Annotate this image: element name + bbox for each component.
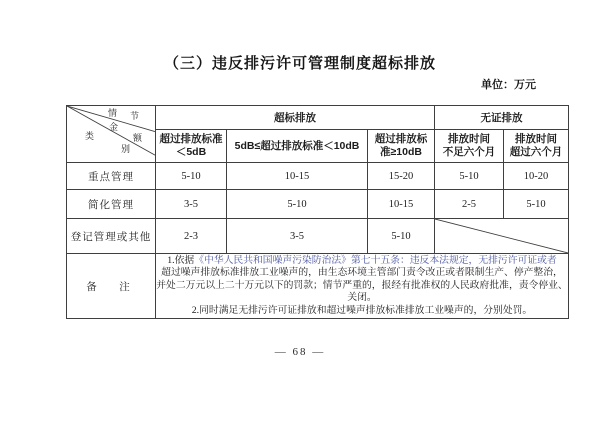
remarks-line-2: 超过噪声排放标准排放工业噪声的，由生态环境主管部门责令改正或者限制生产、停产整治，: [161, 267, 563, 279]
page-number: — 68 —: [274, 346, 326, 358]
table-row-simplified-management: [67, 190, 569, 219]
remarks-line-5: 2.同时满足无排污许可证排放和超过噪声排放标准排放工业噪声的，分别处罚。: [191, 304, 533, 316]
cell-value: 15-20: [368, 163, 435, 190]
penalty-table: [66, 105, 569, 319]
corner-label-jie: 节: [130, 111, 140, 121]
col-header-lt5db: [156, 130, 227, 163]
col-header-line: 超过六个月: [509, 146, 563, 158]
law-citation: 《中华人民共和国噪声污染防治法》第七十五条：违反本法规定，无排污许可证或者: [194, 254, 557, 266]
remarks-line-4: 关闭。: [347, 292, 377, 304]
unit-label: 单位：万元: [481, 79, 536, 91]
col-header-line: 超过排放标准: [159, 133, 223, 145]
cell-value: 5-10: [368, 219, 435, 254]
remarks-row: [67, 254, 569, 319]
cell-value: 5-10: [227, 190, 368, 219]
col-header-over6months: [504, 130, 569, 163]
cell-value: 2-3: [156, 219, 227, 254]
col-header-ge10db: [368, 130, 435, 163]
corner-label-qing: 情: [108, 108, 118, 118]
not-applicable-diagonal-cell: [435, 219, 569, 254]
section-title: （三）违反排污许可管理制度超标排放: [163, 56, 436, 72]
corner-label-jin: 金: [109, 122, 119, 132]
remarks-line-1: [156, 255, 568, 267]
group-header-unlicensed: 无证排放: [435, 106, 569, 130]
col-header-line: 排放时间: [448, 133, 491, 145]
col-header-5to10db: 5dB≤超过排放标准＜10dB: [227, 130, 368, 163]
col-header-line: 排放时间: [515, 133, 558, 145]
col-header-under6months: [435, 130, 504, 163]
row-label: 简化管理: [67, 190, 156, 219]
corner-label-bie: 别: [121, 144, 131, 154]
cell-value: 3-5: [156, 190, 227, 219]
table-row-registration-management: [67, 219, 569, 254]
table-row-key-management: [67, 163, 569, 190]
cell-value: 10-15: [227, 163, 368, 190]
cell-value: 2-5: [435, 190, 504, 219]
remarks-line-3: 并处二万元以上二十万元以下的罚款；情节严重的，报经有批准权的人民政府批准，责令停业、: [156, 279, 568, 291]
header-row-groups: [67, 106, 569, 130]
cell-value: 10-20: [504, 163, 569, 190]
cell-value: 10-15: [368, 190, 435, 219]
remarks-text-cell: [156, 254, 569, 319]
col-header-line: 超过排放标: [374, 133, 428, 145]
col-header-line: 准≥10dB: [380, 146, 422, 158]
col-header-line: ＜5dB: [175, 146, 207, 158]
cell-value: 3-5: [227, 219, 368, 254]
cell-value: 5-10: [435, 163, 504, 190]
row-label: 重点管理: [67, 163, 156, 190]
remarks-line1-prefix: 1.依据: [167, 254, 195, 266]
remarks-label: 备 注: [67, 254, 156, 319]
corner-cell: [67, 106, 156, 163]
corner-label-e: 额: [133, 133, 143, 143]
row-label: 登记管理或其他: [67, 219, 156, 254]
corner-label-lei: 类: [85, 131, 95, 141]
diagonal-slash: [435, 219, 568, 253]
cell-value: 5-10: [156, 163, 227, 190]
col-header-line: 不足六个月: [442, 146, 496, 158]
cell-value: 5-10: [504, 190, 569, 219]
group-header-exceed: 超标排放: [156, 106, 435, 130]
